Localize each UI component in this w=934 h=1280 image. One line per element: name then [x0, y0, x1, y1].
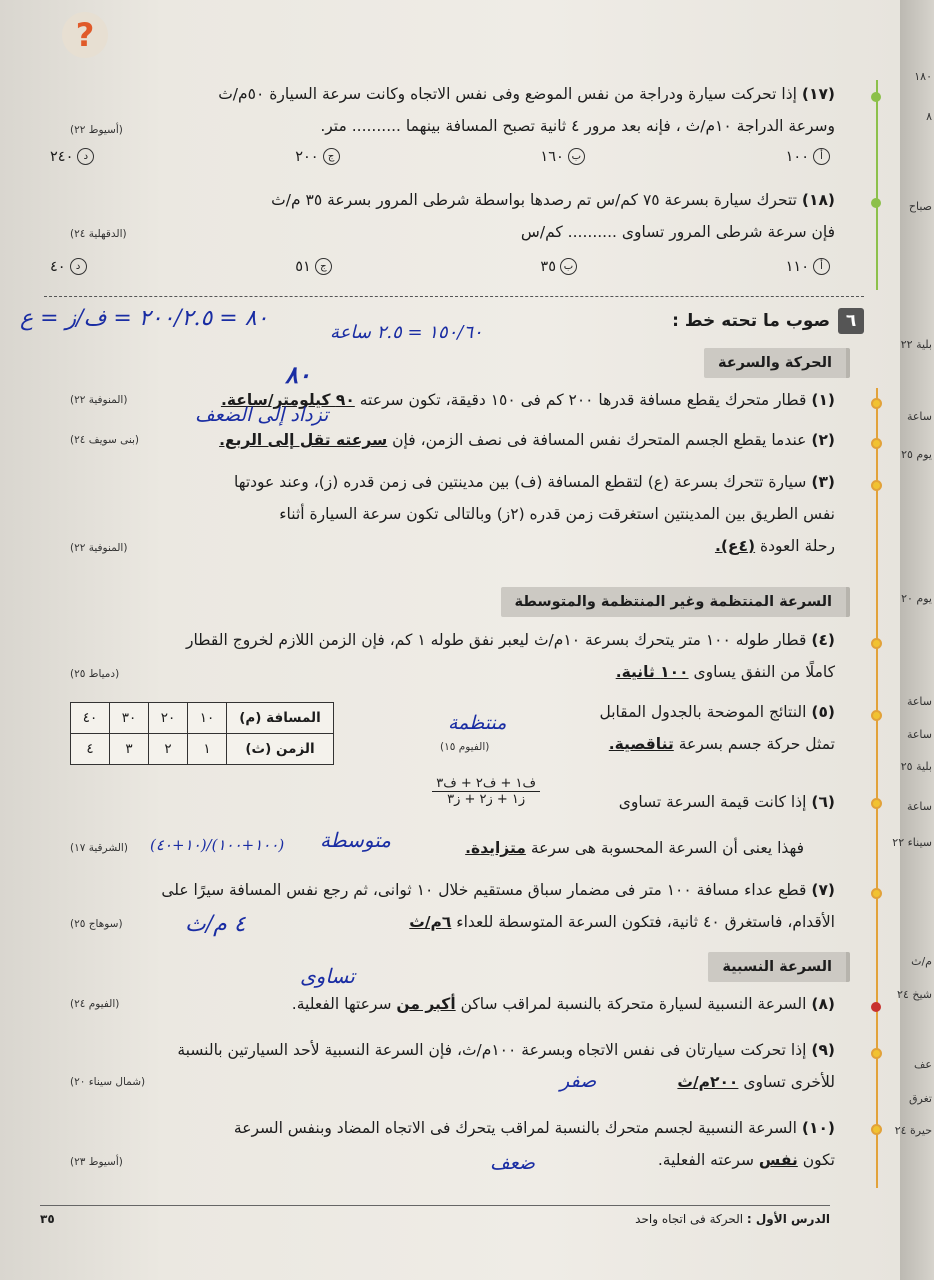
item-text: عندما يقطع الجسم المتحرك نفس المسافة فى نصف الزمن، فإن: [392, 431, 807, 449]
edge-fragment: ساعة: [906, 728, 932, 741]
option-letter: ب: [560, 258, 577, 275]
exercise-heading: [672, 308, 864, 334]
bullet-dot: [871, 638, 882, 649]
item-text: سيارة تتحرك بسرعة (ع) لتقطع المسافة (ف) بين مدينتين فى زمن قدره (ز)، وعند عودتها: [233, 473, 807, 491]
item-text: قطار طوله ١٠٠ متر يتحرك بسرعة ١٠م/ث ليعبر نفق طوله ١ كم، فإن الزمن اللازم لخروج القطار: [185, 631, 807, 649]
option-d[interactable]: [50, 258, 87, 275]
fraction: [432, 776, 540, 807]
edge-fragment: ساعة: [906, 695, 932, 708]
table-cell: ٢٠: [149, 703, 188, 734]
edge-fragment: م/ث: [911, 955, 932, 968]
item-text: سرعته الفعلية.: [657, 1151, 754, 1169]
handwritten-answer: تساوى: [300, 964, 355, 988]
item-source: (الفيوم ١٥): [440, 741, 490, 753]
option-value: ١٠٠: [785, 148, 809, 165]
item-text: إذا كانت قيمة السرعة تساوى: [618, 793, 807, 811]
adjacent-page-edge: [892, 0, 934, 1280]
item-number: (٦): [811, 793, 835, 811]
option-b[interactable]: [540, 258, 577, 275]
item-text: إذا تحركت سيارتان فى نفس الاتجاه وبسرعة ١٠٠م/ث، فإن السرعة النسبية لأحد السيارتين بالنسبة: [177, 1041, 807, 1059]
item-9: [45, 1034, 835, 1098]
handwritten-answer: متوسطة: [320, 828, 391, 852]
item-10: [45, 1112, 835, 1176]
fraction-numerator: ف١ + ف٢ + ف٣: [432, 776, 540, 792]
handwritten-answer: منتظمة: [448, 712, 507, 734]
underlined-text: ٩٠ كيلومتر/ساعة.: [220, 391, 355, 409]
question-text: وسرعة الدراجة ١٠م/ث ، فإنه بعد مرور ٤ ثانية تصبح المسافة بينهما .......... متر.: [320, 117, 835, 135]
question-18: [45, 184, 835, 248]
question-text: فإن سرعة شرطى المرور تساوى .......... كم/س: [520, 223, 835, 241]
underlined-text: ٦م/ث: [409, 913, 452, 931]
lesson-title: الحركة فى اتجاه واحد: [635, 1212, 744, 1226]
item-number: (٨): [811, 995, 835, 1013]
fraction-denominator: ز١ + ز٢ + ز٣: [447, 792, 526, 807]
bullet-dot: [871, 1048, 882, 1059]
edge-fragment: ساعة: [906, 800, 932, 813]
item-source: (شمال سيناء ٢٠): [70, 1076, 146, 1088]
bullet-dot: [871, 710, 882, 721]
item-source: (الفيوم ٢٤): [70, 998, 120, 1010]
bullet-dot: [871, 480, 882, 491]
bullet-dot: [871, 92, 881, 102]
table-header-cell: الزمن (ث): [227, 734, 334, 765]
handwritten-answer: ٤ م/ث: [185, 912, 246, 937]
item-source: (دمياط ٢٥): [70, 668, 120, 680]
underlined-text: (٤ع).: [714, 537, 756, 555]
table-cell: ٣٠: [110, 703, 149, 734]
options-row: [50, 258, 830, 275]
option-value: ١٦٠: [540, 148, 564, 165]
item-text: رحلة العودة: [760, 537, 835, 555]
option-value: ٢٤٠: [50, 148, 74, 165]
orange-margin-line: [876, 388, 878, 1188]
item-text: السرعة النسبية لجسم متحرك بالنسبة لمراقب يتحرك فى الاتجاه المضاد وبنفس السرعة: [233, 1119, 797, 1137]
bullet-dot: [871, 1002, 881, 1012]
exercise-title: صوب ما تحته خط :: [672, 311, 830, 331]
underlined-text: سرعته تقل إلى الربع.: [219, 431, 388, 449]
option-letter: أ: [813, 148, 830, 165]
edge-fragment: ٨: [926, 110, 932, 123]
bullet-dot: [871, 888, 882, 899]
item-number: (٩): [811, 1041, 835, 1059]
item-text: كاملًا من النفق يساوى: [693, 663, 835, 681]
edge-fragment: تغرق: [909, 1092, 932, 1105]
item-number: (١): [811, 391, 835, 409]
question-text: إذا تحركت سيارة ودراجة من نفس الموضع وفى نفس الاتجاه وكانت سرعة السيارة ٥٠م/ث: [218, 85, 797, 103]
item-text: نفس الطريق بين المدينتين استغرقت زمن قدره (٢ز) وبالتالى تكون سرعة السيارة أثناء: [279, 505, 835, 523]
section-divider: [44, 296, 864, 297]
option-value: ٣٥: [540, 258, 556, 275]
lesson-number: الدرس الأول :: [746, 1212, 830, 1226]
exercise-number: ٦: [838, 308, 864, 334]
option-value: ٤٠: [50, 258, 66, 275]
option-value: ٢٠٠: [295, 148, 319, 165]
bullet-dot: [871, 1124, 882, 1135]
item-number: (٧): [811, 881, 835, 899]
table-header-cell: المسافة (م): [227, 703, 334, 734]
table-cell: ١٠: [188, 703, 227, 734]
bullet-dot: [871, 798, 882, 809]
handwritten-calculation: ١٥٠/٦٠ = ٢.٥ ساعة: [330, 322, 483, 343]
bullet-dot: [871, 438, 882, 449]
item-text: تمثل حركة جسم بسرعة: [678, 735, 835, 753]
question-mark-icon: ?: [62, 12, 108, 58]
item-text: النتائج الموضحة بالجدول المقابل: [599, 703, 807, 721]
green-margin-line: [876, 80, 878, 290]
handwritten-answer: صفر: [560, 1070, 597, 1092]
option-c[interactable]: [295, 258, 332, 275]
handwritten-calculation: ٨٠ = ٢٠٠/٢.٥ = ف/ز = ع: [20, 306, 269, 331]
item-source: (المنوفية ٢٢): [70, 394, 128, 406]
underlined-text: متزايدة.: [465, 839, 526, 857]
item-1: [45, 384, 835, 416]
page-footer: [40, 1205, 830, 1226]
question-source: (أسيوط ٢٢): [70, 124, 123, 136]
section-header: السرعة المنتظمة وغير المنتظمة والمتوسطة: [501, 587, 851, 617]
item-3: [45, 466, 835, 562]
item-source: (الشرقية ١٧): [70, 842, 128, 854]
handwritten-answer: ضعف: [490, 1152, 535, 1174]
item-number: (١٠): [801, 1119, 835, 1137]
question-17: [45, 78, 835, 142]
edge-fragment: يوم ٢٥: [901, 448, 932, 461]
underlined-text: ٢٠٠م/ث: [677, 1073, 739, 1091]
option-letter: ج: [315, 258, 332, 275]
edge-fragment: عف: [914, 1058, 932, 1071]
option-letter: أ: [813, 258, 830, 275]
option-letter: د: [77, 148, 94, 165]
section-header: الحركة والسرعة: [704, 348, 850, 378]
lesson-label: [635, 1212, 830, 1226]
underlined-text: نفس: [758, 1151, 798, 1169]
edge-fragment: بلية ٢٥: [900, 760, 932, 773]
question-number: (١٨): [801, 191, 835, 209]
item-text: قطار متحرك يقطع مسافة قدرها ٢٠٠ كم فى ١٥٠ دقيقة، تكون سرعته: [359, 391, 807, 409]
item-text: قطع عداء مسافة ١٠٠ متر فى مضمار سباق مستقيم خلال ١٠ ثوانى، ثم رجع نفس المسافة سيرًا على: [161, 881, 807, 899]
handwritten-calculation: (١٠٠+١٠٠)/(١٠+٤٠): [150, 836, 285, 854]
item-text: السرعة النسبية لسيارة متحركة بالنسبة لمراقب ساكن: [460, 995, 807, 1013]
option-letter: ج: [323, 148, 340, 165]
edge-fragment: ١٨٠: [914, 70, 932, 83]
option-value: ٥١: [295, 258, 311, 275]
edge-fragment: شيخ ٢٤: [897, 988, 932, 1001]
item-text: للأخرى تساوى: [743, 1073, 835, 1091]
table-cell: ٣: [110, 734, 149, 765]
item-text: سرعتها الفعلية.: [291, 995, 392, 1013]
option-d[interactable]: [50, 148, 94, 165]
option-a[interactable]: [786, 258, 830, 275]
edge-fragment: ساعة: [906, 410, 932, 423]
table-row: [71, 703, 334, 734]
section-header: السرعة النسبية: [708, 952, 850, 982]
underlined-text: أكبر من: [396, 995, 456, 1013]
options-row: [50, 148, 830, 165]
table-row: [71, 734, 334, 765]
page-number: ٣٥: [40, 1212, 55, 1226]
item-number: (٤): [811, 631, 835, 649]
item-8: [45, 988, 835, 1020]
underlined-text: تناقصية.: [608, 735, 674, 753]
bullet-dot: [871, 198, 881, 208]
edge-fragment: يوم ٢٠: [901, 592, 932, 605]
item-4: [45, 624, 835, 688]
item-2: [45, 424, 835, 456]
table-cell: ٤٠: [71, 703, 110, 734]
option-a[interactable]: [786, 148, 830, 165]
option-value: ١١٠: [785, 258, 809, 275]
edge-fragment: سيناء ٢٢: [892, 836, 932, 849]
edge-fragment: صباح: [908, 200, 932, 213]
option-c[interactable]: [295, 148, 339, 165]
data-table: [70, 702, 334, 765]
item-source: (بنى سويف ٢٤): [70, 434, 140, 446]
option-b[interactable]: [540, 148, 584, 165]
underlined-text: ١٠٠ ثانية.: [615, 663, 689, 681]
item-text: الأقدام، فاستغرق ٤٠ ثانية، فتكون السرعة المتوسطة للعداء: [456, 913, 835, 931]
item-source: (أسيوط ٢٣): [70, 1156, 123, 1168]
question-number: (١٧): [801, 85, 835, 103]
edge-fragment: حيرة ٢٤: [894, 1124, 932, 1137]
table-cell: ٢: [149, 734, 188, 765]
item-7: [45, 874, 835, 938]
item-text: فهذا يعنى أن السرعة المحسوبة هى سرعة: [530, 839, 805, 857]
question-source: (الدقهلية ٢٤): [70, 228, 127, 240]
item-text: تكون: [802, 1151, 835, 1169]
item-source: (المنوفية ٢٢): [70, 542, 128, 554]
item-number: (٣): [811, 473, 835, 491]
item-number: (٢): [811, 431, 835, 449]
edge-fragment: بلية ٢٢: [900, 338, 932, 351]
bullet-dot: [871, 398, 882, 409]
item-number: (٥): [811, 703, 835, 721]
question-text: تتحرك سيارة بسرعة ٧٥ كم/س تم رصدها بواسطة شرطى المرور بسرعة ٣٥ م/ث: [271, 191, 797, 209]
item-source: (سوهاج ٢٥): [70, 918, 123, 930]
option-letter: ب: [568, 148, 585, 165]
handwritten-answer: تزداد إلى الضعف: [195, 404, 329, 426]
table-cell: ٤: [71, 734, 110, 765]
handwritten-answer: ٨٠: [285, 360, 311, 389]
option-letter: د: [70, 258, 87, 275]
table-cell: ١: [188, 734, 227, 765]
